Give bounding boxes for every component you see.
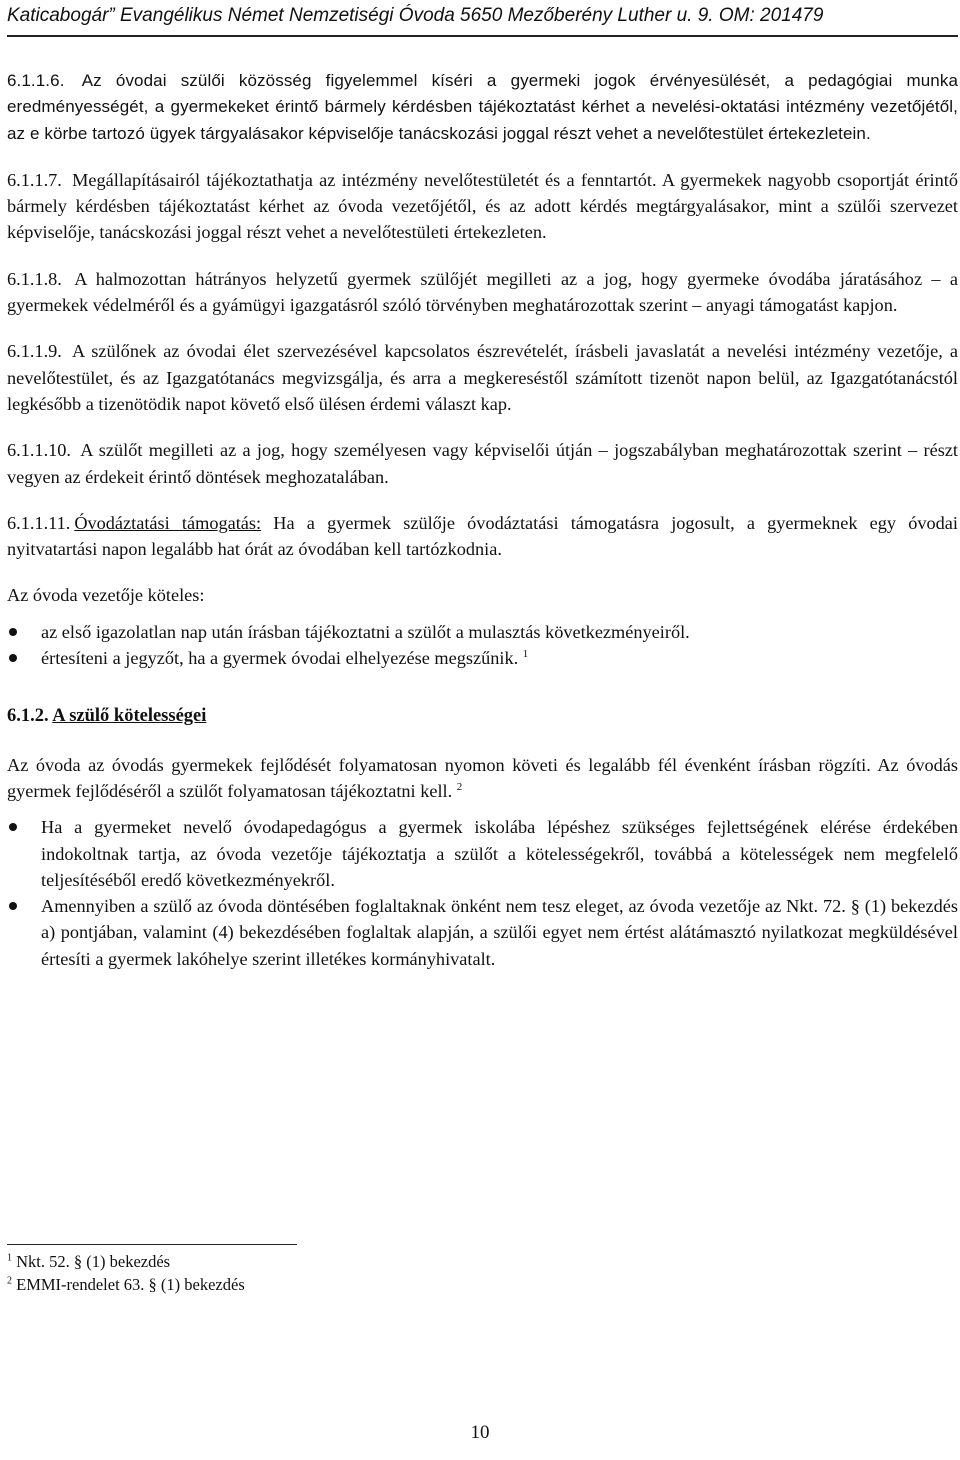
footnote-ref[interactable]: 2 [456,780,463,793]
paragraph-number: 6.1.1.7. [7,169,62,190]
bullet-icon [9,628,17,636]
footnote-number: 1 [7,1252,12,1264]
list-item-text: Amennyiben a szülő az óvoda döntésében foglaltaknak önként nem tesz eleget, az óvoda vezetője az Nkt. 72. § (1) bekezdés a) pontjában, valamint (4) bekezdésében foglaltak alapján, a szülői egyet nem értést alátámasztó nyilatkozat megküldésével értesíti a gyermek lakóhelye szerint illetékes kormányhivatalt. [41,896,958,969]
obligations-list [7,814,958,972]
list-item-text: Ha a gyermeket nevelő óvodapedagógus a gyermek iskolába lépéshez szükséges fejlettségének elérése érdekében indokoltnak tartja, az óvoda vezetője tájékoztatja a szülőt a kötelességekről, továbbá a kötelességek nem megfelelő teljesítéséből eredő következményekről. [41,817,958,890]
paragraph-text: Megállapításairól tájékoztathatja az intézmény nevelőtestületét és a fenntartót. A gyermekek nagyobb csoportját érintő bármely kérdésben tájékoztatást kérhet az óvoda vezetőjétől, és az adott kérdés megtárgyalásakor, mint a szülői szervezet képviselője, tanácskozási joggal részt vehet a nevelőtestületi értekezleten. [7,169,958,243]
footnote-ref[interactable]: 1 [522,647,529,660]
section-intro [7,752,958,805]
paragraph-text: A szülőt megilleti az a jog, hogy személyesen vagy képviselői útján – jogszabályban meghatározottak szerint – részt vegyen az érdekeit érintő döntések meghozatalában. [7,440,959,487]
list-item-text: értesíteni a jegyzőt, ha a gyermek óvodai elhelyezése megszűnik. [41,648,519,669]
paragraph-number: 6.1.1.10. [7,440,71,461]
paragraph-text: Ha a gyermek szülője óvodáztatási támogatásra jogosult, a gyermeknek egy óvodai nyitvatartási napon legalább hat órát az óvodában kell tartózkodnia. [7,512,959,560]
bullet-icon [9,902,17,910]
list-item [7,814,958,893]
paragraph-text: Az óvodai szülői közösség figyelemmel kíséri a gyermeki jogok érvényesülését, a pedagógiai munka eredményességét, a gyermekeket érintő bármely kérdésben tájékoztatást kérhet a nevelési-oktatási intézmény vezetőjétől, az e körbe tartozó ügyek tárgyalásakor képviselője tanácskozási joggal részt vehet a nevelőtestület értekezletein. [7,71,958,143]
duties-list [7,619,958,672]
paragraph-6-1-1-8 [7,266,958,319]
header-divider [7,35,958,37]
paragraph-6-1-1-10 [7,437,958,490]
list-item [7,645,958,671]
paragraph-6-1-1-7 [7,167,958,246]
support-label: Óvodáztatási támogatás: [74,512,262,533]
bullet-icon [9,823,17,831]
footnote-text: Nkt. 52. § (1) bekezdés [12,1252,171,1271]
footnote-text: EMMI-rendelet 63. § (1) bekezdés [12,1275,245,1294]
paragraph-number: 6.1.1.11. [7,512,71,533]
list-item-text: az első igazolatlan nap után írásban tájékoztatni a szülőt a mulasztás következményeiről. [41,621,690,642]
footnotes [7,1250,245,1296]
paragraph-text: A szülőnek az óvodai élet szervezésével kapcsolatos észrevételét, írásbeli javaslatát a nevelési intézmény vezetője, a nevelőtestület, és az Igazgatótanács megvizsgálja, és arra a megkereséstől számított tizenöt napon belül, az Igazgatótanácstól legkésőbb a tizenötödik napot követő első ülésen érdemi választ kap. [7,341,959,414]
footnote-2 [7,1273,245,1296]
paragraph-number: 6.1.1.6. [7,71,65,90]
section-number: 6.1.2. [7,706,49,727]
duties-intro: Az óvoda vezetője köteles: [7,585,205,606]
section-title: A szülő kötelességei [52,706,207,727]
paragraph-6-1-1-11 [7,510,958,563]
document-body [7,68,958,992]
document-header [7,3,957,29]
footnote-1 [7,1250,245,1273]
header-text: Katicabogár” Evangélikus Német Nemzetiségi Óvoda 5650 Mezőberény Luther u. 9. OM: 201479 [7,5,824,26]
page-number: 10 [470,1422,490,1443]
paragraph-6-1-1-9 [7,338,958,417]
paragraph-number: 6.1.1.9. [7,341,62,362]
footnote-number: 2 [7,1275,12,1287]
list-item [7,893,958,972]
bullet-icon [9,654,17,662]
list-item [7,619,958,645]
paragraph-text: Az óvoda az óvodás gyermekek fejlődését folyamatosan nyomon követi és legalább fél évenként írásban rögzíti. Az óvodás gyermek fejlődéséről a szülőt folyamatosan tájékoztatni kell. [7,754,958,801]
section-heading [7,703,958,729]
paragraph-6-1-1-6 [7,68,958,147]
paragraph-text: A halmozottan hátrányos helyzetű gyermek szülőjét megilleti az a jog, hogy gyermeke óvodába járatásához – a gyermekek védelméről és a gyámügyi igazgatásról szóló törvényben meghatározottak szerint – anyagi támogatást kapjon. [7,268,959,316]
footnote-divider [7,1244,297,1245]
paragraph-number: 6.1.1.8. [7,268,62,289]
